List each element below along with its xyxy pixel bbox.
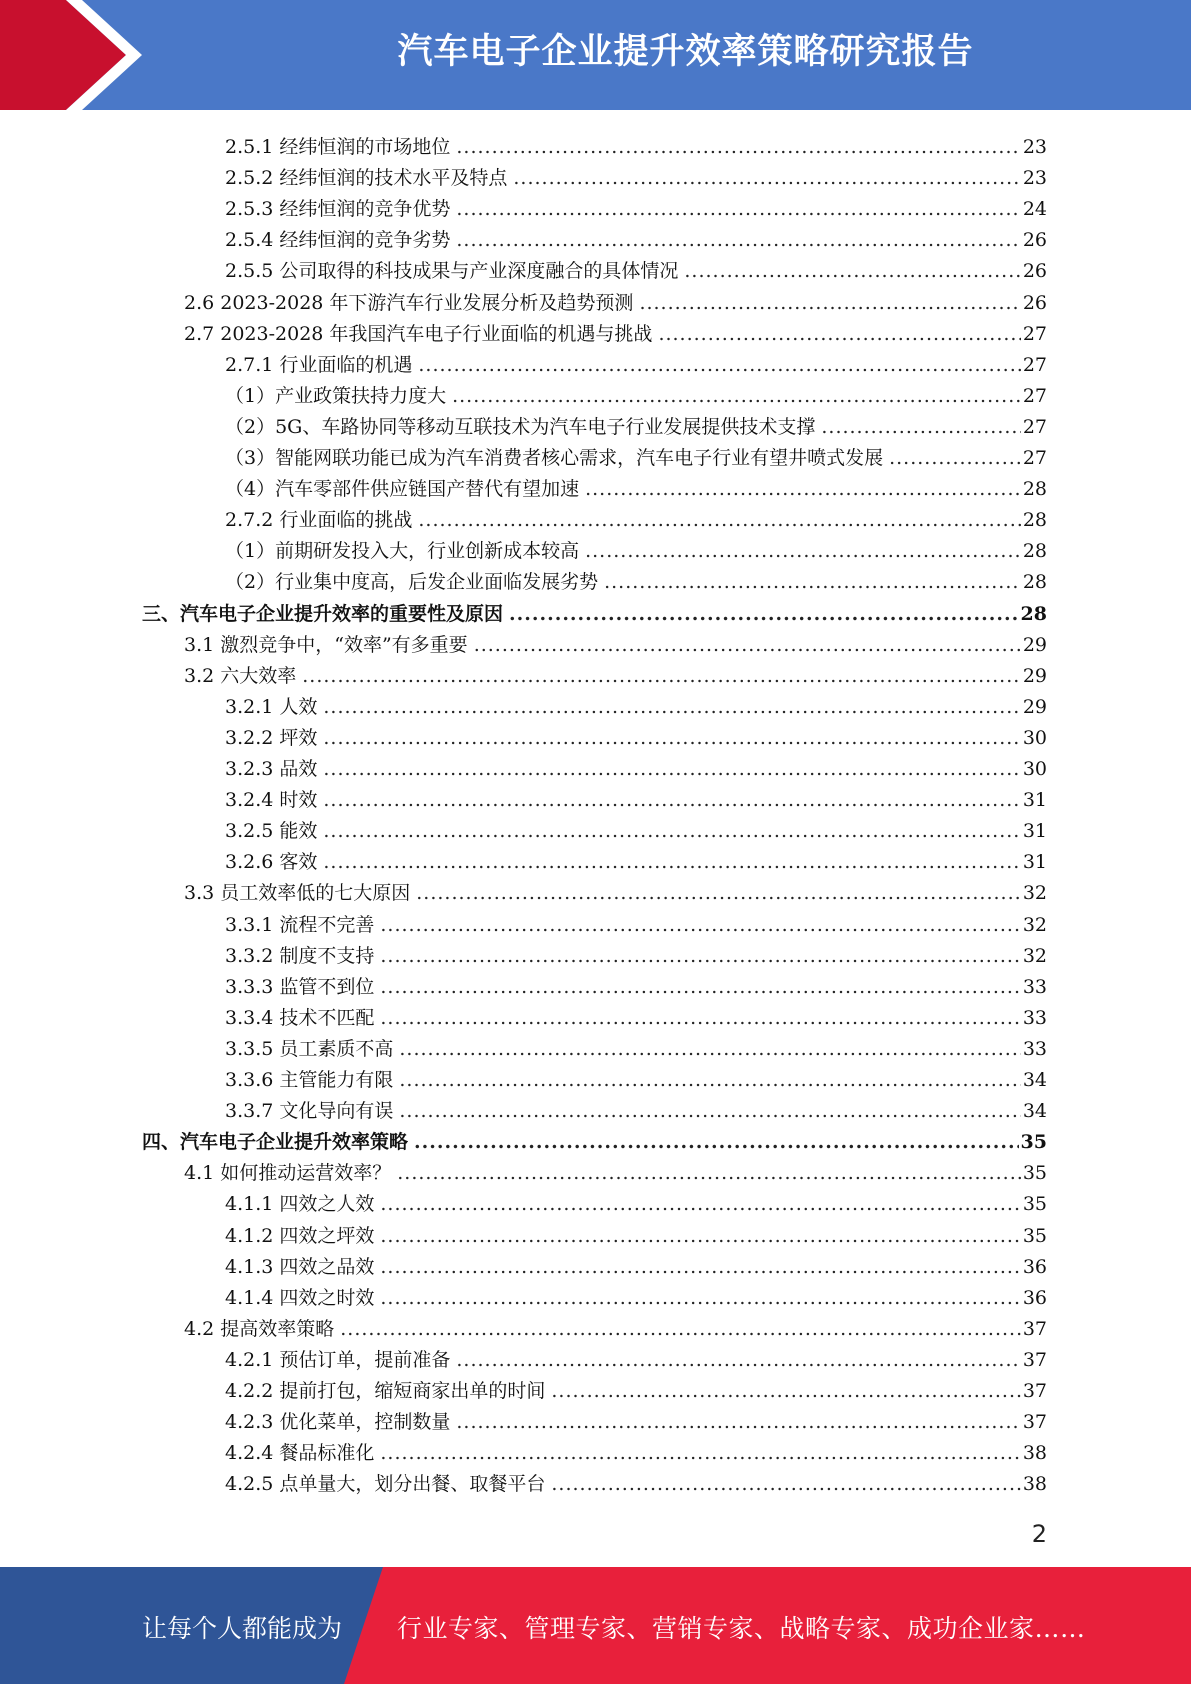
toc-entry-label: 3.3 员工效率低的七大原因 [184,882,411,905]
toc-entry-label: 2.7.1 行业面临的机遇 [225,353,413,376]
toc-entry-label: 2.5.5 公司取得的科技成果与产业深度融合的具体情况 [225,260,679,283]
toc-leader-dots [821,416,1020,438]
toc-entry-page: 31 [1022,789,1047,812]
toc-entry-label: 3.2.1 人效 [225,695,318,718]
toc-entry-label: 3.2.4 时效 [225,789,318,812]
toc-leader-dots [380,914,1020,936]
toc-leader-dots [551,1473,1020,1495]
toc-entry-label: 3.2.3 品效 [225,758,318,780]
toc-entry-label: 3.3.5 员工素质不高 [225,1037,394,1060]
toc-leader-dots [399,1038,1020,1060]
toc-entry[interactable] [225,1402,1047,1433]
toc-entry[interactable] [225,905,1047,936]
toc-entry[interactable] [225,500,1047,531]
toc-entry[interactable] [184,314,1047,345]
toc-entry-page: 28 [1022,509,1047,532]
toc-entry-label: 三、汽车电子企业提升效率的重要性及原因 [142,602,504,625]
toc-entry-page: 37 [1022,1317,1047,1340]
toc-entry-page: 27 [1022,415,1047,438]
toc-entry[interactable] [225,376,1047,407]
toc-entry-label: （2）5G、车路协同等移动互联技术为汽车电子行业发展提供技术支撑 [225,415,816,438]
toc-leader-dots [456,198,1020,220]
toc-entry-page: 32 [1022,944,1047,967]
toc-entry[interactable] [225,1433,1047,1464]
toc-entry-page: 35 [1022,1193,1047,1216]
toc-entry-page: 27 [1022,447,1047,469]
toc-leader-dots [639,292,1020,314]
report-title: 汽车电子企业提升效率策略研究报告 [397,32,974,72]
toc-entry-page: 37 [1022,1380,1047,1402]
toc-leader-dots [452,385,1021,407]
toc-entry-label: 4.2.1 预估订单，提前准备 [225,1348,451,1371]
toc-entry-label: 3.3.6 主管能力有限 [225,1069,394,1091]
toc-leader-dots [456,229,1020,251]
toc-leader-dots [380,945,1020,967]
toc-leader-dots [456,1349,1020,1371]
toc-entry-label: 4.1.2 四效之坪效 [225,1224,375,1247]
toc-entry-page: 31 [1022,820,1047,843]
toc-entry-page: 27 [1022,384,1047,407]
toc-entry[interactable] [225,936,1047,967]
toc-leader-dots [323,727,1020,749]
toc-entry-label: 3.3.4 技术不匹配 [225,1006,375,1029]
toc-leader-dots [684,260,1020,282]
toc-entry-label: 2.6 2023-2028 年下游汽车行业发展分析及趋势预测 [184,291,634,314]
toc-entry[interactable] [225,531,1047,562]
toc-entry[interactable] [225,158,1047,189]
toc-entry-page: 33 [1022,1006,1047,1029]
toc-entry-page: 29 [1022,695,1047,718]
toc-entry[interactable] [184,1153,1047,1184]
toc-entry-label: 4.2.5 点单量大，划分出餐、取餐平台 [225,1473,546,1496]
toc-entry[interactable] [225,220,1047,251]
toc-entry-label: 3.2.5 能效 [225,820,318,843]
toc-entry-label: 2.5.1 经纬恒润的市场地位 [225,136,451,158]
toc-leader-dots [418,509,1020,531]
toc-entry-page: 26 [1022,260,1047,283]
toc-entry-label: 4.2 提高效率策略 [184,1317,335,1340]
toc-entry[interactable] [184,1309,1047,1340]
toc-leader-dots [323,851,1020,873]
toc-entry-page: 32 [1022,913,1047,936]
footer-slogan-right: 行业专家、管理专家、营销专家、战略专家、成功企业家…… [397,1614,1086,1643]
toc-entry[interactable] [225,1060,1047,1091]
toc-leader-dots [380,976,1020,998]
toc-entry-page: 29 [1022,633,1047,656]
toc-entry-label: 3.3.7 文化导向有误 [225,1100,394,1123]
toc-entry-label: 4.2.3 优化菜单，控制数量 [225,1411,451,1434]
page-number: 2 [1031,1520,1047,1548]
toc-entry-label: 3.2.2 坪效 [225,726,318,749]
toc-leader-dots [509,603,1019,625]
toc-entry-page: 28 [1020,602,1047,625]
toc-entry-label: 4.1.4 四效之时效 [225,1286,375,1309]
toc-leader-dots [585,540,1021,562]
toc-entry-label: 2.7 2023-2028 年我国汽车电子行业面临的机遇与挑战 [184,322,653,345]
toc-entry-page: 35 [1022,1162,1047,1185]
page-header [0,0,1191,110]
toc-entry-label: （2）行业集中度高，后发企业面临发展劣势 [225,571,599,594]
toc-entry-label: 4.2.4 餐品标准化 [225,1442,375,1465]
toc-entry[interactable] [184,873,1047,904]
toc-leader-dots [456,1411,1020,1433]
toc-entry-page: 29 [1022,664,1047,687]
toc-entry-label: （1）产业政策扶持力度大 [225,384,447,407]
toc-entry-page: 38 [1022,1473,1047,1496]
toc-entry[interactable] [225,718,1047,749]
toc-leader-dots [399,1069,1020,1091]
toc-entry[interactable] [225,749,1047,780]
toc-entry-page: 30 [1022,758,1047,780]
toc-entry[interactable] [225,1247,1047,1278]
toc-leader-dots [399,1100,1020,1122]
toc-entry[interactable] [225,189,1047,220]
toc-entry-page: 38 [1022,1442,1047,1465]
toc-entry[interactable] [225,1029,1047,1060]
toc-leader-dots [418,354,1020,376]
toc-entry[interactable] [184,656,1047,687]
toc-entry-page: 36 [1022,1255,1047,1278]
toc-leader-dots [889,447,1021,469]
toc-entry[interactable] [225,1184,1047,1215]
toc-leader-dots [340,1318,1021,1340]
toc-entry-label: 四、汽车电子企业提升效率策略 [142,1131,409,1154]
toc-entry[interactable] [225,1216,1047,1247]
toc-entry-page: 33 [1022,1037,1047,1060]
toc-entry-page: 27 [1022,353,1047,376]
toc-entry-label: 3.3.3 监管不到位 [225,975,375,998]
toc-entry-label: 4.1.3 四效之品效 [225,1255,375,1278]
toc-entry[interactable] [225,1464,1047,1495]
toc-entry[interactable] [225,811,1047,842]
toc-entry-label: 4.2.2 提前打包，缩短商家出单的时间 [225,1380,546,1402]
toc-leader-dots [604,571,1021,593]
toc-entry-page: 32 [1022,882,1047,905]
toc-entry-label: 2.7.2 行业面临的挑战 [225,509,413,532]
toc-leader-dots [474,634,1021,656]
toc-entry-page: 28 [1022,571,1047,594]
toc-leader-dots [323,758,1020,780]
red-chevron-decoration [0,0,160,110]
toc-entry-page: 24 [1022,198,1047,221]
toc-entry-page: 23 [1022,136,1047,158]
toc-entry[interactable] [225,1278,1047,1309]
toc-leader-dots [323,820,1020,842]
toc-entry[interactable] [142,594,1047,625]
toc-entry[interactable] [225,345,1047,376]
footer-slogan-left: 让每个人都能成为 [142,1614,343,1643]
toc-entry-label: 2.5.3 经纬恒润的竞争优势 [225,198,451,221]
toc-entry-page: 36 [1022,1286,1047,1309]
toc-entry-page: 28 [1022,478,1047,501]
toc-entry-label: 3.3.2 制度不支持 [225,944,375,967]
toc-entry-label: 3.3.1 流程不完善 [225,913,375,936]
toc-leader-dots [551,1380,1020,1402]
toc-entry-label: （4）汽车零部件供应链国产替代有望加速 [225,478,580,501]
toc-entry-label: 3.1 激烈竞争中，“效率”有多重要 [184,633,468,656]
toc-leader-dots [397,1162,1021,1184]
toc-entry-label: 4.1.1 四效之人效 [225,1193,375,1216]
toc-entry-page: 23 [1022,167,1047,190]
toc-entry[interactable] [225,251,1047,282]
toc-leader-dots [302,665,1021,687]
toc-entry-page: 34 [1022,1069,1047,1091]
toc-entry-page: 31 [1022,851,1047,874]
toc-leader-dots [380,1225,1020,1247]
toc-entry-label: 3.2 六大效率 [184,664,297,687]
toc-entry[interactable] [225,967,1047,998]
toc-leader-dots [380,1256,1020,1278]
toc-entry-page: 37 [1022,1411,1047,1434]
toc-entry-page: 35 [1020,1131,1047,1154]
page-footer [0,1567,1191,1684]
toc-entry-page: 27 [1022,322,1047,345]
toc-leader-dots [658,323,1020,345]
toc-leader-dots [414,1131,1019,1153]
toc-entry-page: 35 [1022,1224,1047,1247]
toc-entry[interactable] [225,687,1047,718]
toc-leader-dots [323,696,1020,718]
toc-leader-dots [585,478,1021,500]
toc-leader-dots [416,882,1021,904]
toc-entry[interactable] [225,1091,1047,1122]
toc-entry-page: 30 [1022,726,1047,749]
toc-entry[interactable] [142,1122,1047,1153]
toc-entry-label: （1）前期研发投入大，行业创新成本较高 [225,540,580,563]
toc-entry-page: 26 [1022,291,1047,314]
toc-leader-dots [513,167,1020,189]
toc-leader-dots [380,1193,1020,1215]
toc-entry-page: 37 [1022,1348,1047,1371]
toc-entry-page: 26 [1022,229,1047,252]
toc-entry[interactable] [225,842,1047,873]
toc-entry[interactable] [225,562,1047,593]
toc-entry[interactable] [184,283,1047,314]
toc-leader-dots [323,789,1020,811]
toc-entry[interactable] [225,998,1047,1029]
toc-entry[interactable] [225,407,1047,438]
toc-entry-label: 2.5.2 经纬恒润的技术水平及特点 [225,167,508,190]
toc-entry[interactable] [225,1340,1047,1371]
toc-leader-dots [456,136,1020,158]
toc-entry[interactable] [225,438,1047,469]
toc-entry-label: 2.5.4 经纬恒润的竞争劣势 [225,229,451,252]
toc-entry[interactable] [225,1371,1047,1402]
toc-leader-dots [380,1287,1020,1309]
toc-entry-label: 3.2.6 客效 [225,851,318,874]
toc-entry[interactable] [225,127,1047,158]
toc-entry[interactable] [225,780,1047,811]
toc-entry[interactable] [225,469,1047,500]
toc-entry-page: 28 [1022,540,1047,563]
toc-leader-dots [380,1442,1020,1464]
toc-entry-page: 34 [1022,1100,1047,1123]
toc-entry[interactable] [184,625,1047,656]
toc-entry-label: 4.1 如何推动运营效率？ [184,1162,392,1185]
toc-entry-page: 33 [1022,975,1047,998]
toc-leader-dots [380,1007,1020,1029]
toc-entry-label: （3）智能网联功能已成为汽车消费者核心需求，汽车电子行业有望井喷式发展 [225,447,884,469]
